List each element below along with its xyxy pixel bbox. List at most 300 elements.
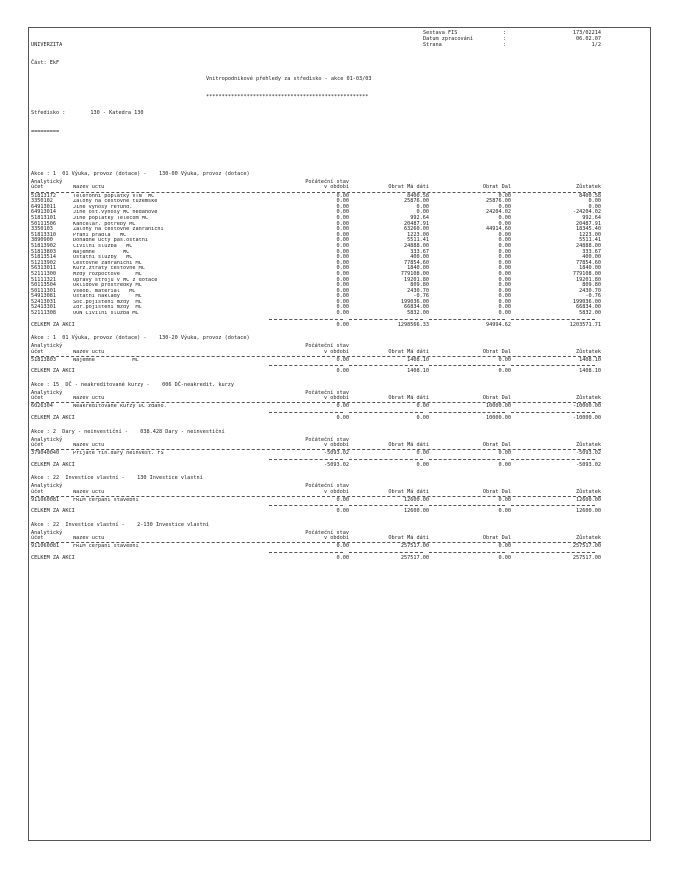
total-spacer (73, 323, 269, 329)
cell-dal: 0.00 (498, 270, 511, 277)
total-row (31, 323, 601, 329)
table-header (31, 180, 601, 190)
cell-zustatek: 77854.60 (576, 259, 601, 266)
cell-zustatek: 18345.40 (576, 226, 601, 233)
cell-nazev: Ostatní služby MČ (73, 255, 133, 261)
total-dal: 0.00 (498, 508, 511, 515)
total-md: 1298566.33 (397, 321, 429, 328)
stredisko-value: 130 - Katedra 130 (90, 110, 144, 117)
cell-dal: 0.00 (498, 298, 511, 305)
cell-md: 809.80 (410, 282, 429, 289)
col-header-dal: Obrat Dal (482, 348, 511, 355)
cell-pocatecni: 0.00 (336, 276, 349, 283)
cell-ucet: 50111301 (31, 287, 56, 294)
cell-dal: 0.00 (498, 310, 511, 317)
cell-dal: 0.00 (498, 356, 511, 363)
table-header (31, 484, 601, 494)
total-rule-segment (349, 552, 423, 553)
total-rule-segment (429, 552, 505, 553)
col-header-obdobi: v období (324, 535, 349, 542)
total-rule-segment (349, 319, 423, 320)
total-rule-segment (349, 365, 423, 366)
cell-pocatecni: 0.00 (336, 203, 349, 210)
total-rule-segment (511, 552, 595, 553)
col-header-obdobi: v období (324, 488, 349, 495)
header-rule (31, 192, 601, 193)
total-pocatecni: -5093.02 (324, 461, 349, 468)
header-rule (31, 542, 601, 543)
cell-nazev: Opravy strojů v MČ z dotace (73, 277, 158, 283)
header-field (423, 42, 601, 48)
total-md: 12600.00 (404, 508, 429, 515)
org-part: Část: EkF (31, 60, 60, 67)
cell-dal: 0.00 (498, 543, 511, 550)
col-header-pocatecni: Počáteční stav (305, 390, 349, 396)
cell-ucet: 51813101 (31, 214, 56, 221)
total-rule-segment (269, 552, 343, 553)
cell-ucet: 379040040 (31, 450, 60, 457)
cell-zustatek: 5832.00 (579, 310, 601, 317)
cell-md: 19201.80 (404, 276, 429, 283)
cell-dal: 0.00 (498, 203, 511, 210)
header-field-value: 06.02.07 (576, 36, 601, 43)
stredisko-label: Středisko : (31, 110, 66, 117)
total-zustatek: -5093.02 (576, 461, 601, 468)
total-rule-spacer (31, 459, 269, 460)
total-rule (31, 459, 601, 460)
cell-dal: 0.00 (498, 259, 511, 266)
cell-md: 5832.00 (407, 310, 429, 317)
cell-dal: 0.00 (498, 248, 511, 255)
akce-title: Akce : 15 DČ - neakreditované kurzy - 006 DČ-neakredit. kurzy (31, 381, 235, 388)
akce-title: Akce : 22 Investice vlastní - 130 Investice vlastní (31, 475, 203, 482)
header-field-label: Sestava FIS (423, 30, 458, 36)
col-header-analyticky: Analytický (31, 529, 63, 536)
cell-zustatek: 199036.00 (572, 298, 601, 305)
cell-dal: 44914.60 (486, 226, 511, 233)
cell-zustatek: 24888.00 (576, 242, 601, 249)
cell-ucet: 911060081 (31, 496, 60, 503)
cell-pocatecni: 0.00 (336, 282, 349, 289)
cell-pocatecni: 0.00 (336, 298, 349, 305)
total-zustatek: 1203571.71 (569, 321, 601, 328)
cell-nazev: Kurz.ztráty cestovné MČ (73, 266, 145, 272)
cell-nazev: Civilní služba MČ (73, 243, 133, 249)
total-rule-spacer (31, 552, 269, 553)
cell-md: 25876.00 (404, 198, 429, 205)
cell-pocatecni: 0.00 (336, 543, 349, 550)
cell-ucet: 56313011 (31, 265, 56, 272)
akce-section (31, 382, 601, 422)
cell-zustatek: 12600.00 (576, 496, 601, 503)
cell-dal: 10000.00 (486, 403, 511, 410)
cell-dal: 0.00 (498, 293, 511, 300)
cell-ucet: 3350102 (31, 198, 53, 205)
report-content (31, 86, 601, 581)
col-header-dal: Obrat Dal (482, 488, 511, 495)
col-header-dal: Obrat Dal (482, 395, 511, 402)
cell-pocatecni: -5093.02 (324, 450, 349, 457)
cell-md: 257517.00 (400, 543, 429, 550)
cell-ucet: 51813514 (31, 254, 56, 261)
cell-nazev: Kancelář. potřeby MČ (73, 221, 136, 227)
cell-zustatek: 400.00 (582, 254, 601, 261)
table-header (31, 344, 601, 354)
col-header-obdobi: v období (324, 348, 349, 355)
col-header-zustatek: Zůstatek (576, 184, 601, 191)
cell-ucet: 51813902 (31, 242, 56, 249)
cell-dal: 0.00 (498, 450, 511, 457)
cell-nazev: Ostatní náklady MČ (73, 294, 142, 300)
total-spacer (73, 416, 269, 422)
total-row (31, 556, 601, 562)
total-zustatek: -10000.00 (572, 414, 601, 421)
total-rule-segment (269, 319, 343, 320)
col-header-dal: Obrat Dal (482, 535, 511, 542)
akce-section (31, 171, 601, 328)
table-header-row (31, 490, 601, 495)
cell-ucet: 51813803 (31, 248, 56, 255)
total-spacer (73, 369, 269, 375)
table-row (31, 498, 601, 504)
cell-zustatek: -5093.02 (576, 450, 601, 457)
total-rule (31, 365, 601, 366)
cell-nazev: Zdr.pojištění mzdy MČ (73, 305, 142, 311)
total-zustatek: 1408.10 (579, 368, 601, 375)
cell-ucet: 52413031 (31, 298, 56, 305)
akce-section (31, 429, 601, 469)
table-header (31, 438, 601, 448)
total-rule-spacer (31, 412, 269, 413)
table-header-row (31, 536, 601, 541)
col-header-nazev: Název účtu (73, 442, 105, 448)
sections (31, 171, 601, 561)
cell-md: 2430.70 (407, 287, 429, 294)
table-header-row (31, 185, 601, 190)
cell-zustatek: 20487.91 (576, 220, 601, 227)
cell-dal: 0.00 (498, 254, 511, 261)
cell-nazev: Zálohy na cestovné zahraniční (73, 227, 164, 233)
cell-nazev: Všeob. materiál MČ (73, 288, 136, 294)
col-header-obdobi: v období (324, 395, 349, 402)
cell-zustatek: 0.00 (588, 198, 601, 205)
total-rule-segment (269, 505, 343, 506)
col-header-md: Obrat Má dáti (388, 348, 429, 355)
total-rule-spacer (31, 319, 269, 320)
cell-ucet: 54913081 (31, 293, 56, 300)
total-md: 0.00 (416, 414, 429, 421)
cell-zustatek: 333.67 (582, 248, 601, 255)
akce-title: Akce : 1 01 Výuka, provoz (dotace) - 130-20 Výuka, provoz (dotace) (31, 335, 250, 342)
header-rule (31, 496, 601, 497)
total-row (31, 369, 601, 375)
col-header-zustatek: Zůstatek (576, 348, 601, 355)
cell-md: 63260.00 (404, 226, 429, 233)
cell-md: 1223.00 (407, 231, 429, 238)
table-row (31, 358, 601, 364)
cell-nazev: Přijaté fin.dary neinvest. FS (73, 451, 164, 457)
cell-pocatecni: 0.00 (336, 259, 349, 266)
cell-md: 0.00 (416, 450, 429, 457)
cell-zustatek: -10000.00 (572, 403, 601, 410)
total-label: CELKEM ZA AKCI (31, 554, 75, 561)
total-rule-segment (429, 319, 505, 320)
cell-dal: 0.00 (498, 231, 511, 238)
col-header-analyticky: Analytický (31, 179, 63, 186)
cell-md: 5511.41 (407, 237, 429, 244)
col-header-zustatek: Zůstatek (576, 488, 601, 495)
col-header-nazev: Název účtu (73, 536, 105, 542)
cell-nazev: Jiné ost.výnosy MČ nedaňové (73, 210, 158, 216)
table-header-row (31, 443, 601, 448)
cell-ucet: 50111506 (31, 220, 56, 227)
cell-pocatecni: 0.00 (336, 198, 349, 205)
akce-section (31, 335, 601, 375)
cell-ucet: 51111321 (31, 276, 56, 283)
cell-zustatek: 809.80 (582, 282, 601, 289)
total-rule-segment (349, 412, 423, 413)
col-header-obdobi: v období (324, 184, 349, 191)
cell-nazev: Zálohy na cestovné tuzemské (73, 199, 158, 205)
col-header-ucet: účet (31, 184, 44, 191)
col-header-zustatek: Zůstatek (576, 441, 601, 448)
cell-ucet: 3890900 (31, 237, 53, 244)
akce-title: Akce : 1 01 Výuka, provoz (dotace) - 130-00 Výuka, provoz (dotace) (31, 171, 250, 178)
cell-md: -0.76 (413, 293, 429, 300)
total-rule-segment (511, 505, 595, 506)
total-spacer (73, 463, 269, 469)
col-header-nazev: Název účtu (73, 396, 105, 402)
cell-nazev: OON Civilní služba MČ (73, 311, 139, 317)
cell-pocatecni: 0.00 (336, 231, 349, 238)
cell-md: 1408.10 (407, 356, 429, 363)
total-label: CELKEM ZA AKCI (31, 461, 75, 468)
total-row (31, 463, 601, 469)
cell-pocatecni: 0.00 (336, 226, 349, 233)
cell-md: 66834.00 (404, 304, 429, 311)
table-row (31, 451, 601, 457)
cell-md: 0.00 (416, 209, 429, 216)
cell-ucet: 3350103 (31, 226, 53, 233)
col-header-pocatecni: Počáteční stav (305, 483, 349, 490)
total-label: CELKEM ZA AKCI (31, 414, 75, 421)
total-label: CELKEM ZA AKCI (31, 508, 75, 515)
cell-nazev: Soc.pojištění mzdy MČ (73, 299, 142, 305)
stredisko-underline: ========= (31, 128, 60, 135)
total-rule (31, 505, 601, 506)
col-header-obdobi: v období (324, 441, 349, 448)
cell-ucet: 52111308 (31, 310, 56, 317)
total-rule-segment (429, 459, 505, 460)
total-row (31, 416, 601, 422)
total-pocatecni: 0.00 (336, 414, 349, 421)
cell-ucet: 51813803 (31, 356, 56, 363)
total-rule-segment (349, 505, 423, 506)
cell-dal: 0.00 (498, 237, 511, 244)
report-body (31, 30, 601, 561)
cell-nazev: Cestovné zahraniční MČ (73, 260, 142, 266)
cell-zustatek: 257517.00 (572, 543, 601, 550)
cell-nazev: Neakreditované kurzy DČ zdaňo. (73, 404, 167, 410)
col-header-analyticky: Analytický (31, 483, 63, 490)
cell-pocatecni: 0.00 (336, 214, 349, 221)
cell-dal: 0.00 (498, 214, 511, 221)
cell-md: 0.00 (416, 403, 429, 410)
cell-ucet: 51213902 (31, 259, 56, 266)
total-pocatecni: 0.00 (336, 508, 349, 515)
cell-pocatecni: 0.00 (336, 209, 349, 216)
report-page (28, 27, 651, 841)
cell-dal: 0.00 (498, 220, 511, 227)
total-rule-segment (429, 365, 505, 366)
total-rule-segment (269, 365, 343, 366)
cell-zustatek: 1840.00 (579, 265, 601, 272)
total-rule-segment (429, 505, 505, 506)
cell-pocatecni: 0.00 (336, 242, 349, 249)
cell-dal: 0.00 (498, 496, 511, 503)
cell-pocatecni: 0.00 (336, 403, 349, 410)
col-header-nazev: Název účtu (73, 349, 105, 355)
cell-zustatek: -0.76 (585, 293, 601, 300)
cell-dal: 0.00 (498, 276, 511, 283)
col-header-ucet: účet (31, 395, 44, 402)
akce-section (31, 522, 601, 562)
cell-nazev: Nájemné MČ (73, 249, 130, 255)
report-title-underline: **************************************************** (206, 94, 369, 101)
total-zustatek: 257517.00 (572, 554, 601, 561)
col-header-zustatek: Zůstatek (576, 535, 601, 542)
cell-ucet: 911060081 (31, 543, 60, 550)
cell-zustatek: 0.00 (588, 203, 601, 210)
col-header-pocatecni: Počáteční stav (305, 179, 349, 186)
cell-zustatek: 1408.10 (579, 356, 601, 363)
col-header-pocatecni: Počáteční stav (305, 529, 349, 536)
total-dal: 0.00 (498, 554, 511, 561)
cell-nazev: FRIM čerpání stavební (73, 544, 139, 550)
cell-ucet: 51813172 (31, 192, 56, 199)
header-right (423, 30, 601, 48)
cell-nazev: Jiné výnosy refund. (73, 204, 133, 210)
header-rule (31, 402, 601, 403)
cell-dal: 0.00 (498, 304, 511, 311)
report-title: Vnitropodnikové přehledy za středisko - akce 01-03/03 (206, 76, 372, 83)
table-header-row (31, 350, 601, 355)
cell-ucet: 64913014 (31, 209, 56, 216)
total-rule-spacer (31, 505, 269, 506)
col-header-md: Obrat Má dáti (388, 535, 429, 542)
cell-zustatek: 8400.58 (579, 192, 601, 199)
cell-md: 12600.00 (404, 496, 429, 503)
cell-zustatek: 1223.00 (579, 231, 601, 238)
cell-pocatecni: 0.00 (336, 192, 349, 199)
header-field-value: 1/2 (591, 42, 601, 49)
cell-zustatek: 2430.70 (579, 287, 601, 294)
header-field-label: Datum zpracování (423, 36, 473, 43)
total-rule (31, 552, 601, 553)
col-header-zustatek: Zůstatek (576, 395, 601, 402)
total-md: 257517.00 (400, 554, 429, 561)
col-header-ucet: účet (31, 488, 44, 495)
cell-ucet: 6026304 (31, 403, 53, 410)
stredisko-block (31, 98, 601, 147)
cell-nazev: Úklidové prostředky MČ (73, 283, 142, 289)
header-field-label: Strana (423, 42, 442, 49)
cell-pocatecni: 0.00 (336, 310, 349, 317)
col-header-analyticky: Analytický (31, 390, 63, 396)
cell-nazev: Dohadné účty pas.ostatní (73, 238, 148, 244)
cell-nazev: Praní prádla MČ (73, 232, 127, 238)
cell-md: 8400.58 (407, 192, 429, 199)
cell-pocatecni: 0.00 (336, 270, 349, 277)
total-md: 1408.10 (407, 368, 429, 375)
cell-md: 20487.91 (404, 220, 429, 227)
cell-pocatecni: 0.00 (336, 254, 349, 261)
cell-zustatek: 19201.80 (576, 276, 601, 283)
col-header-nazev: Název účtu (73, 489, 105, 495)
col-header-md: Obrat Má dáti (388, 441, 429, 448)
cell-pocatecni: 0.00 (336, 265, 349, 272)
cell-md: 779108.00 (400, 270, 429, 277)
cell-zustatek: 992.64 (582, 214, 601, 221)
cell-nazev: Nájemné MČ (73, 357, 139, 363)
total-dal: 0.00 (498, 368, 511, 375)
total-rule (31, 319, 601, 320)
col-header-ucet: účet (31, 348, 44, 355)
total-rule-segment (511, 459, 595, 460)
total-rule-segment (349, 459, 423, 460)
col-header-analyticky: Analytický (31, 436, 63, 443)
akce-title: Akce : 22 Investice vlastní - 2-130 Investice vlastní (31, 521, 210, 528)
cell-md: 24888.00 (404, 242, 429, 249)
cell-md: 333.67 (410, 248, 429, 255)
header-field-colon: : (503, 30, 507, 36)
header-field-colon: : (503, 42, 507, 49)
table-row (31, 311, 601, 317)
cell-dal: 24204.02 (486, 209, 511, 216)
akce-title: Akce : 2 Dary - neinvestiční - 038.428 Dary - neinvestiční (31, 428, 225, 435)
total-rule-segment (269, 459, 343, 460)
akce-section (31, 475, 601, 515)
header-rule (31, 449, 601, 450)
cell-md: 0.00 (416, 203, 429, 210)
total-label: CELKEM ZA AKCI (31, 321, 75, 328)
cell-zustatek: 66834.00 (576, 304, 601, 311)
cell-ucet: 51813310 (31, 231, 56, 238)
cell-pocatecni: 0.00 (336, 304, 349, 311)
total-pocatecni: 0.00 (336, 321, 349, 328)
cell-dal: 0.00 (498, 282, 511, 289)
col-header-ucet: účet (31, 535, 44, 542)
table-row (31, 404, 601, 410)
total-rule (31, 412, 601, 413)
total-rule-segment (511, 365, 595, 366)
cell-md: 77854.60 (404, 259, 429, 266)
cell-nazev: FRIM čerpání stavební (73, 497, 139, 503)
cell-ucet: 64913011 (31, 203, 56, 210)
total-dal: 10000.00 (486, 414, 511, 421)
cell-dal: 25876.00 (486, 198, 511, 205)
cell-md: 1840.00 (407, 265, 429, 272)
col-header-analyticky: Analytický (31, 343, 63, 350)
cell-dal: 0.00 (498, 192, 511, 199)
total-zustatek: 12600.00 (576, 508, 601, 515)
total-rule-spacer (31, 365, 269, 366)
total-pocatecni: 0.00 (336, 368, 349, 375)
cell-pocatecni: 0.00 (336, 287, 349, 294)
cell-md: 199036.00 (400, 298, 429, 305)
cell-nazev: Telefonní poplatky VTN MČ (73, 193, 155, 199)
total-rule-segment (511, 319, 595, 320)
